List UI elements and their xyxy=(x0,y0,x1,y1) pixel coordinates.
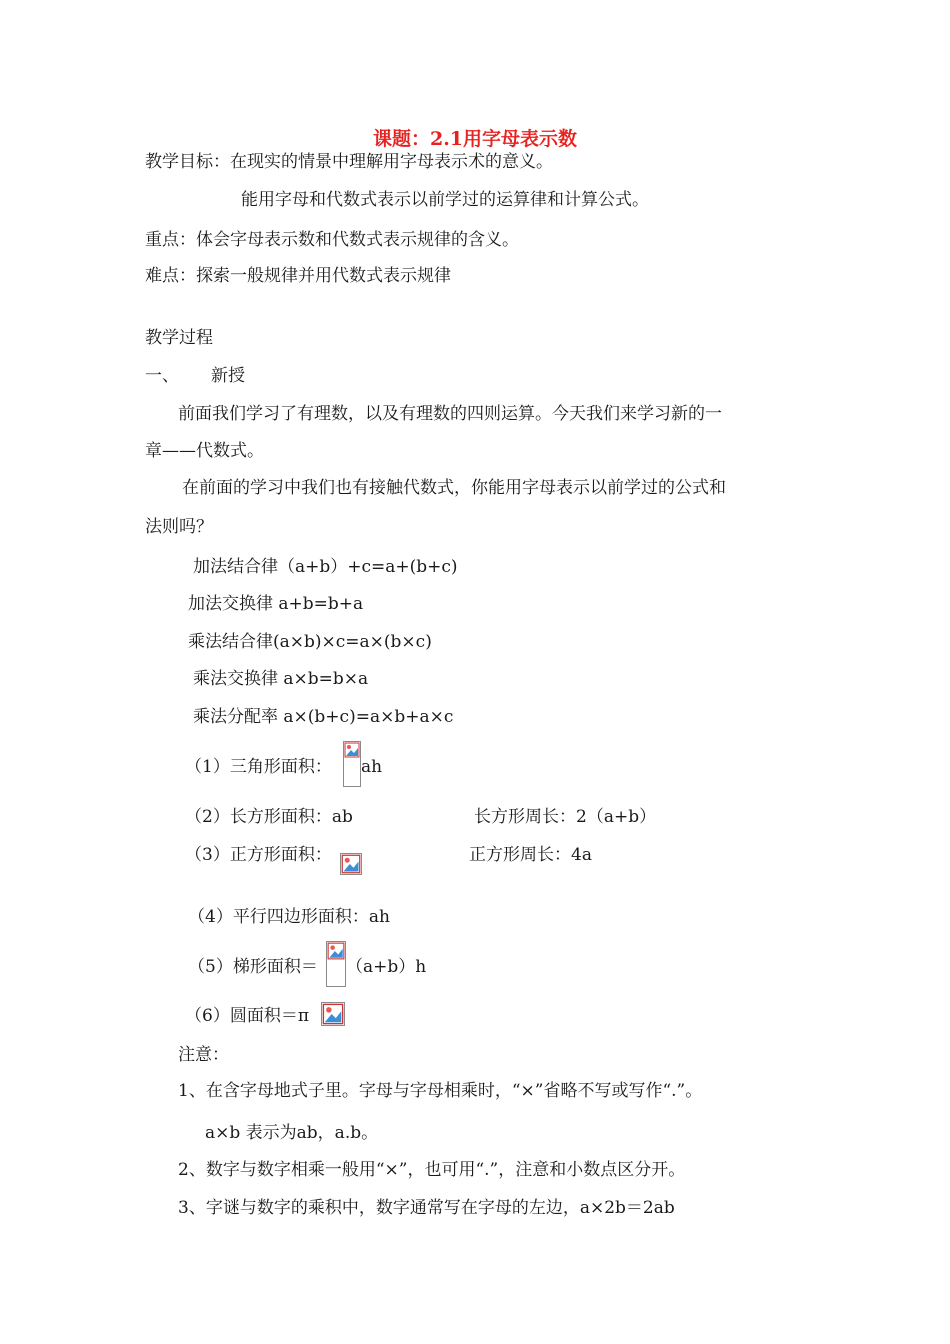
note-2: 2、数字与数字相乘一般用“×”，也可用“.”，注意和小数点区分开。 xyxy=(178,1160,686,1180)
square-area-label: （3）正方形面积： xyxy=(185,845,332,865)
note-heading: 注意： xyxy=(178,1045,229,1065)
question-line-1: 在前面的学习中我们也有接触代数式，你能用字母表示以前学过的公式和 xyxy=(182,478,726,498)
square-perimeter: 正方形周长：4a xyxy=(469,845,592,865)
broken-image-icon xyxy=(343,741,361,787)
section-title: 新授 xyxy=(211,366,245,386)
rectangle-area: （2）长方形面积：ab xyxy=(185,807,353,827)
law-distributive: 乘法分配率 a×(b+c)=a×b+a×c xyxy=(193,707,454,727)
intro-line-2: 章——代数式。 xyxy=(145,441,264,461)
triangle-area-label: （1）三角形面积： xyxy=(185,757,332,777)
note-1-example: a×b 表示为ab，a.b。 xyxy=(205,1123,379,1143)
lesson-title: 课题：2.1用字母表示数 xyxy=(372,128,578,150)
law-addition-commutative: 加法交换律 a+b=b+a xyxy=(188,594,364,614)
broken-image-icon xyxy=(326,941,346,987)
trapezoid-area-label: （5）梯形面积＝ xyxy=(188,957,318,977)
question-line-2: 法则吗？ xyxy=(145,517,213,537)
key-point: 重点：体会字母表示数和代数式表示规律的含义。 xyxy=(145,230,519,250)
intro-line-1: 前面我们学习了有理数，以及有理数的四则运算。今天我们来学习新的一 xyxy=(178,404,722,424)
process-heading: 教学过程 xyxy=(145,328,213,348)
difficult-point: 难点：探索一般规律并用代数式表示规律 xyxy=(145,266,451,286)
circle-area-label: （6）圆面积＝π xyxy=(185,1006,309,1026)
law-multiplication-associative: 乘法结合律(a×b)×c=a×(b×c) xyxy=(188,632,432,652)
law-multiplication-commutative: 乘法交换律 a×b=b×a xyxy=(193,669,369,689)
rectangle-perimeter: 长方形周长：2（a+b） xyxy=(474,807,657,827)
section-number: 一、 xyxy=(145,366,179,386)
parallelogram-area: （4）平行四边形面积：ah xyxy=(188,907,390,927)
note-1: 1、在含字母地式子里。字母与字母相乘时，“×”省略不写或写作“.”。 xyxy=(178,1081,703,1101)
broken-image-icon xyxy=(340,853,362,875)
note-3: 3、字谜与数字的乘积中，数字通常写在字母的左边，a×2b＝2ab xyxy=(178,1198,675,1218)
teaching-goal-2: 能用字母和代数式表示以前学过的运算律和计算公式。 xyxy=(241,190,649,210)
teaching-goal-1: 教学目标：在现实的情景中理解用字母表示术的意义。 xyxy=(145,152,553,172)
law-addition-associative: 加法结合律（a+b）+c=a+(b+c) xyxy=(193,557,458,577)
triangle-area-tail: ah xyxy=(361,757,383,777)
trapezoid-area-tail: （a+b）h xyxy=(346,957,427,977)
broken-image-icon xyxy=(321,1002,345,1026)
